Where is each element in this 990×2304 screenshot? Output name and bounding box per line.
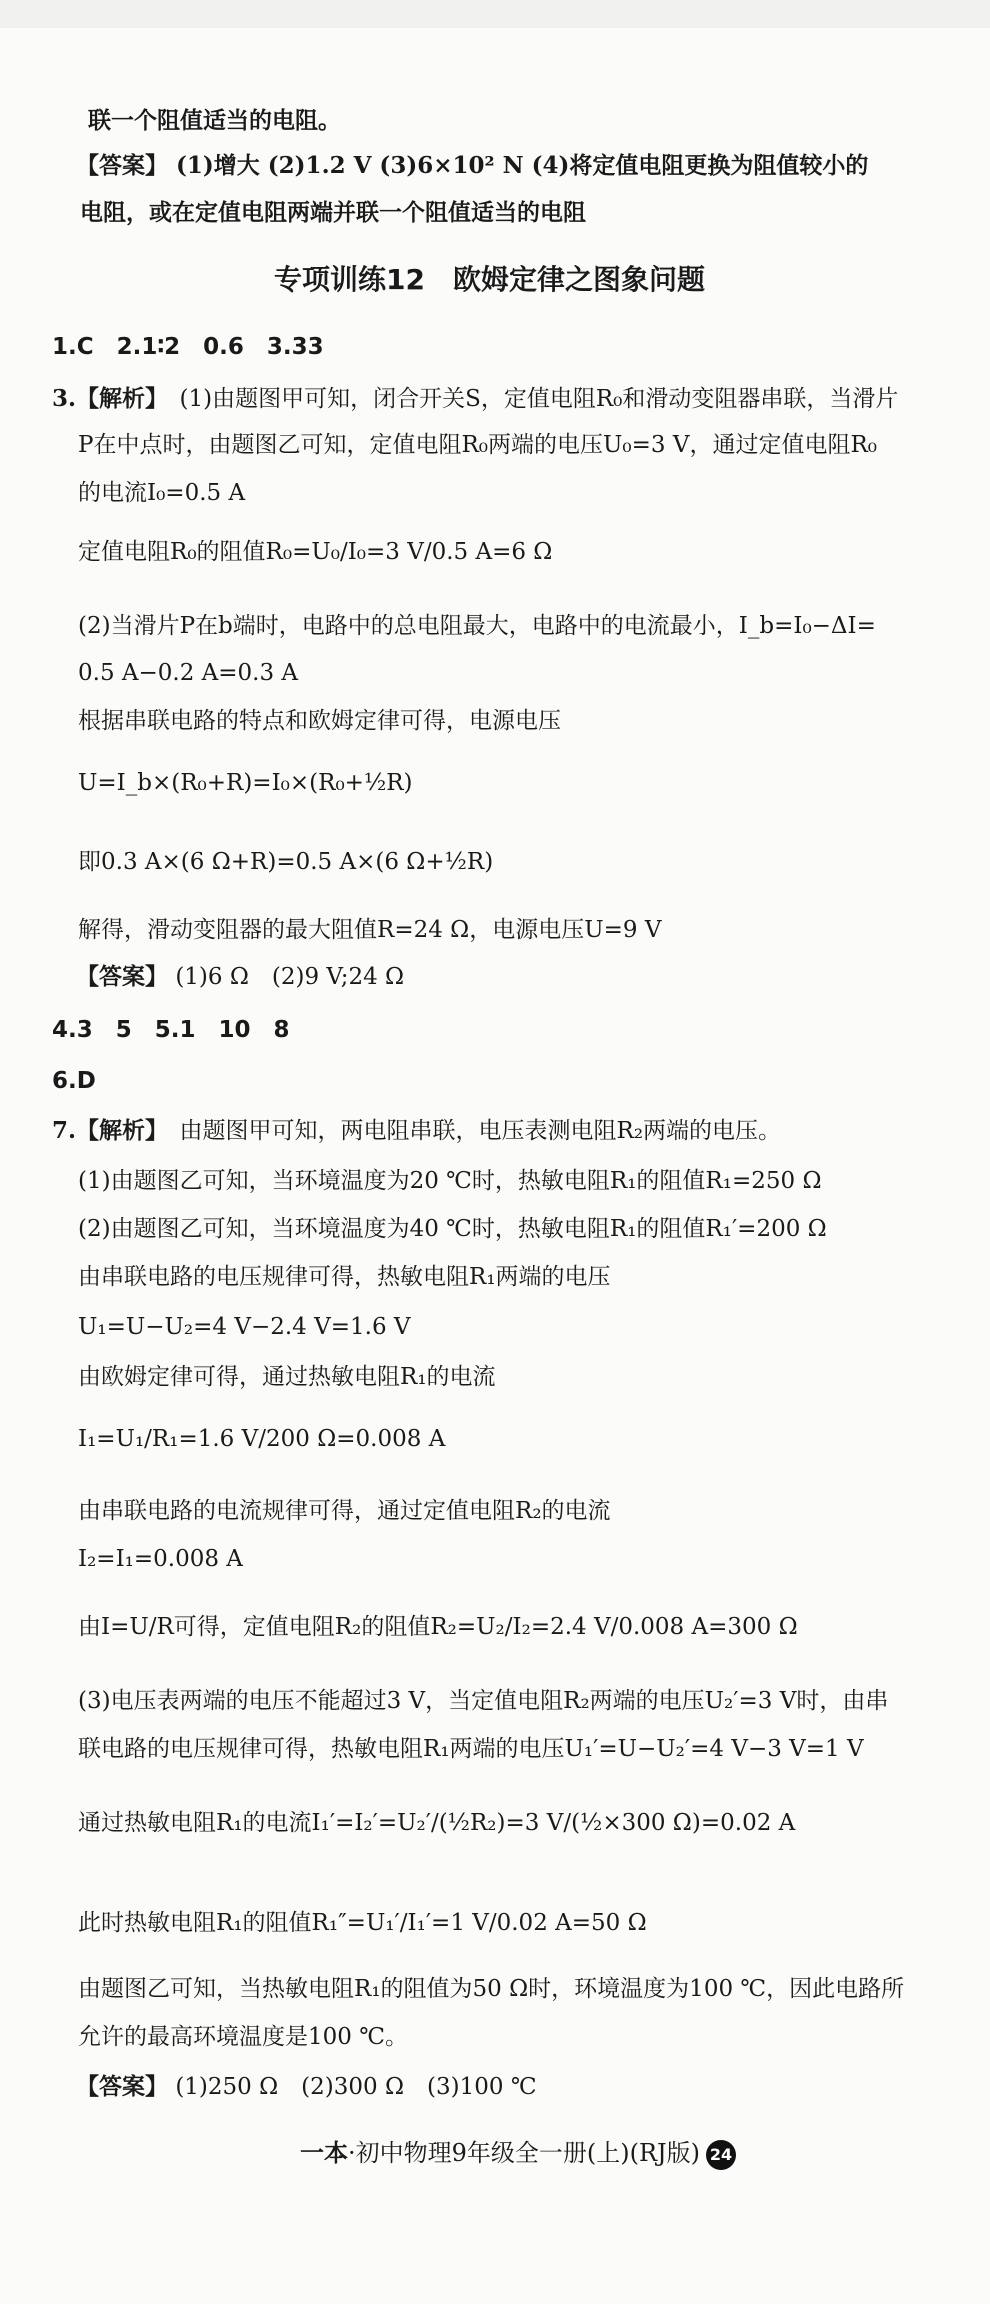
q7-line14: 此时热敏电阻R₁的阻值R₁″=U₁′/I₁′=1 V/0.02 A=50 Ω xyxy=(78,1910,647,1936)
prev-answer-line1: 联一个阻值适当的电阻。 xyxy=(88,107,341,134)
q7-line13: 通过热敏电阻R₁的电流I₁′=I₂′=U₂′/(½R₂)=3 V/(½×300 Ω)=0.02 A xyxy=(78,1810,796,1836)
q7-line10: 由I=U/R可得，定值电阻R₂的阻值R₂=U₂/I₂=2.4 V/0.008 A=300 Ω xyxy=(78,1614,798,1640)
q7-line15: 由题图乙可知，当热敏电阻R₁的阻值为50 Ω时，环境温度为100 ℃，因此电路所 xyxy=(78,1976,905,2002)
q3-answer: 【答案】 (1)6 Ω (2)9 V;24 Ω xyxy=(76,963,405,990)
q7-line12: 联电路的电压规律可得，热敏电阻R₁两端的电压U₁′=U−U₂′=4 V−3 V=1 V xyxy=(78,1736,864,1762)
answer-q6: 6.D xyxy=(52,1068,96,1094)
q7-line6: 由欧姆定律可得，通过热敏电阻R₁的电流 xyxy=(78,1364,496,1390)
footer-book-title: ·初中物理9年级全一册(上)(RJ版) xyxy=(348,2139,701,2167)
q7-line7: I₁=U₁/R₁=1.6 V/200 Ω=0.008 A xyxy=(78,1426,446,1452)
q3-line9: 即0.3 A×(6 Ω+R)=0.5 A×(6 Ω+½R) xyxy=(78,849,494,875)
q3-line3: 的电流I₀=0.5 A xyxy=(78,480,246,506)
page-number-badge: 24 xyxy=(706,2140,736,2170)
q7-line4: 由串联电路的电压规律可得，热敏电阻R₁两端的电压 xyxy=(78,1264,611,1290)
top-edge-shade xyxy=(0,0,990,28)
q7-line8: 由串联电路的电流规律可得，通过定值电阻R₂的电流 xyxy=(78,1498,611,1524)
answer-q4-q5: 4.3 5 5.1 10 8 xyxy=(52,1017,290,1043)
q3-line8: U=I_b×(R₀+R)=I₀×(R₀+½R) xyxy=(78,770,413,796)
q7-line11: (3)电压表两端的电压不能超过3 V，当定值电阻R₂两端的电压U₂′=3 V时，由串 xyxy=(78,1688,889,1714)
q7-line9: I₂=I₁=0.008 A xyxy=(78,1546,243,1572)
footer-brand: 一本 xyxy=(300,2139,348,2167)
q3-line2: P在中点时，由题图乙可知，定值电阻R₀两端的电压U₀=3 V，通过定值电阻R₀ xyxy=(78,432,877,458)
q3-line5: (2)当滑片P在b端时，电路中的总电阻最大，电路中的电流最小，I_b=I₀−ΔI= xyxy=(78,613,876,639)
q3-line10: 解得，滑动变阻器的最大阻值R=24 Ω，电源电压U=9 V xyxy=(78,917,662,943)
prev-answer-line2: 【答案】 (1)增大 (2)1.2 V (3)6×10² N (4)将定值电阻更换为阻值较小的 xyxy=(76,152,869,179)
q3-line1: 3.【解析】 (1)由题图甲可知，闭合开关S，定值电阻R₀和滑动变阻器串联，当滑片 xyxy=(52,385,899,412)
q3-line7: 根据串联电路的特点和欧姆定律可得，电源电压 xyxy=(78,708,561,734)
page-footer xyxy=(300,2136,736,2170)
prev-answer-line3: 电阻，或在定值电阻两端并联一个阻值适当的电阻 xyxy=(80,199,586,226)
q7-line16: 允许的最高环境温度是100 ℃。 xyxy=(78,2024,408,2050)
q3-line6: 0.5 A−0.2 A=0.3 A xyxy=(78,660,299,686)
q7-line3: (2)由题图乙可知，当环境温度为40 ℃时，热敏电阻R₁的阻值R₁′=200 Ω xyxy=(78,1216,827,1242)
q7-answer: 【答案】 (1)250 Ω (2)300 Ω (3)100 ℃ xyxy=(76,2073,537,2100)
q7-line1: 7.【解析】 由题图甲可知，两电阻串联，电压表测电阻R₂两端的电压。 xyxy=(52,1117,782,1144)
section-title: 专项训练12 欧姆定律之图象问题 xyxy=(274,263,705,296)
q3-line4: 定值电阻R₀的阻值R₀=U₀/I₀=3 V/0.5 A=6 Ω xyxy=(78,539,553,565)
q7-line2: (1)由题图乙可知，当环境温度为20 ℃时，热敏电阻R₁的阻值R₁=250 Ω xyxy=(78,1168,822,1194)
answer-q1-q2: 1.C 2.1∶2 0.6 3.33 xyxy=(52,334,324,360)
q7-line5: U₁=U−U₂=4 V−2.4 V=1.6 V xyxy=(78,1314,411,1340)
